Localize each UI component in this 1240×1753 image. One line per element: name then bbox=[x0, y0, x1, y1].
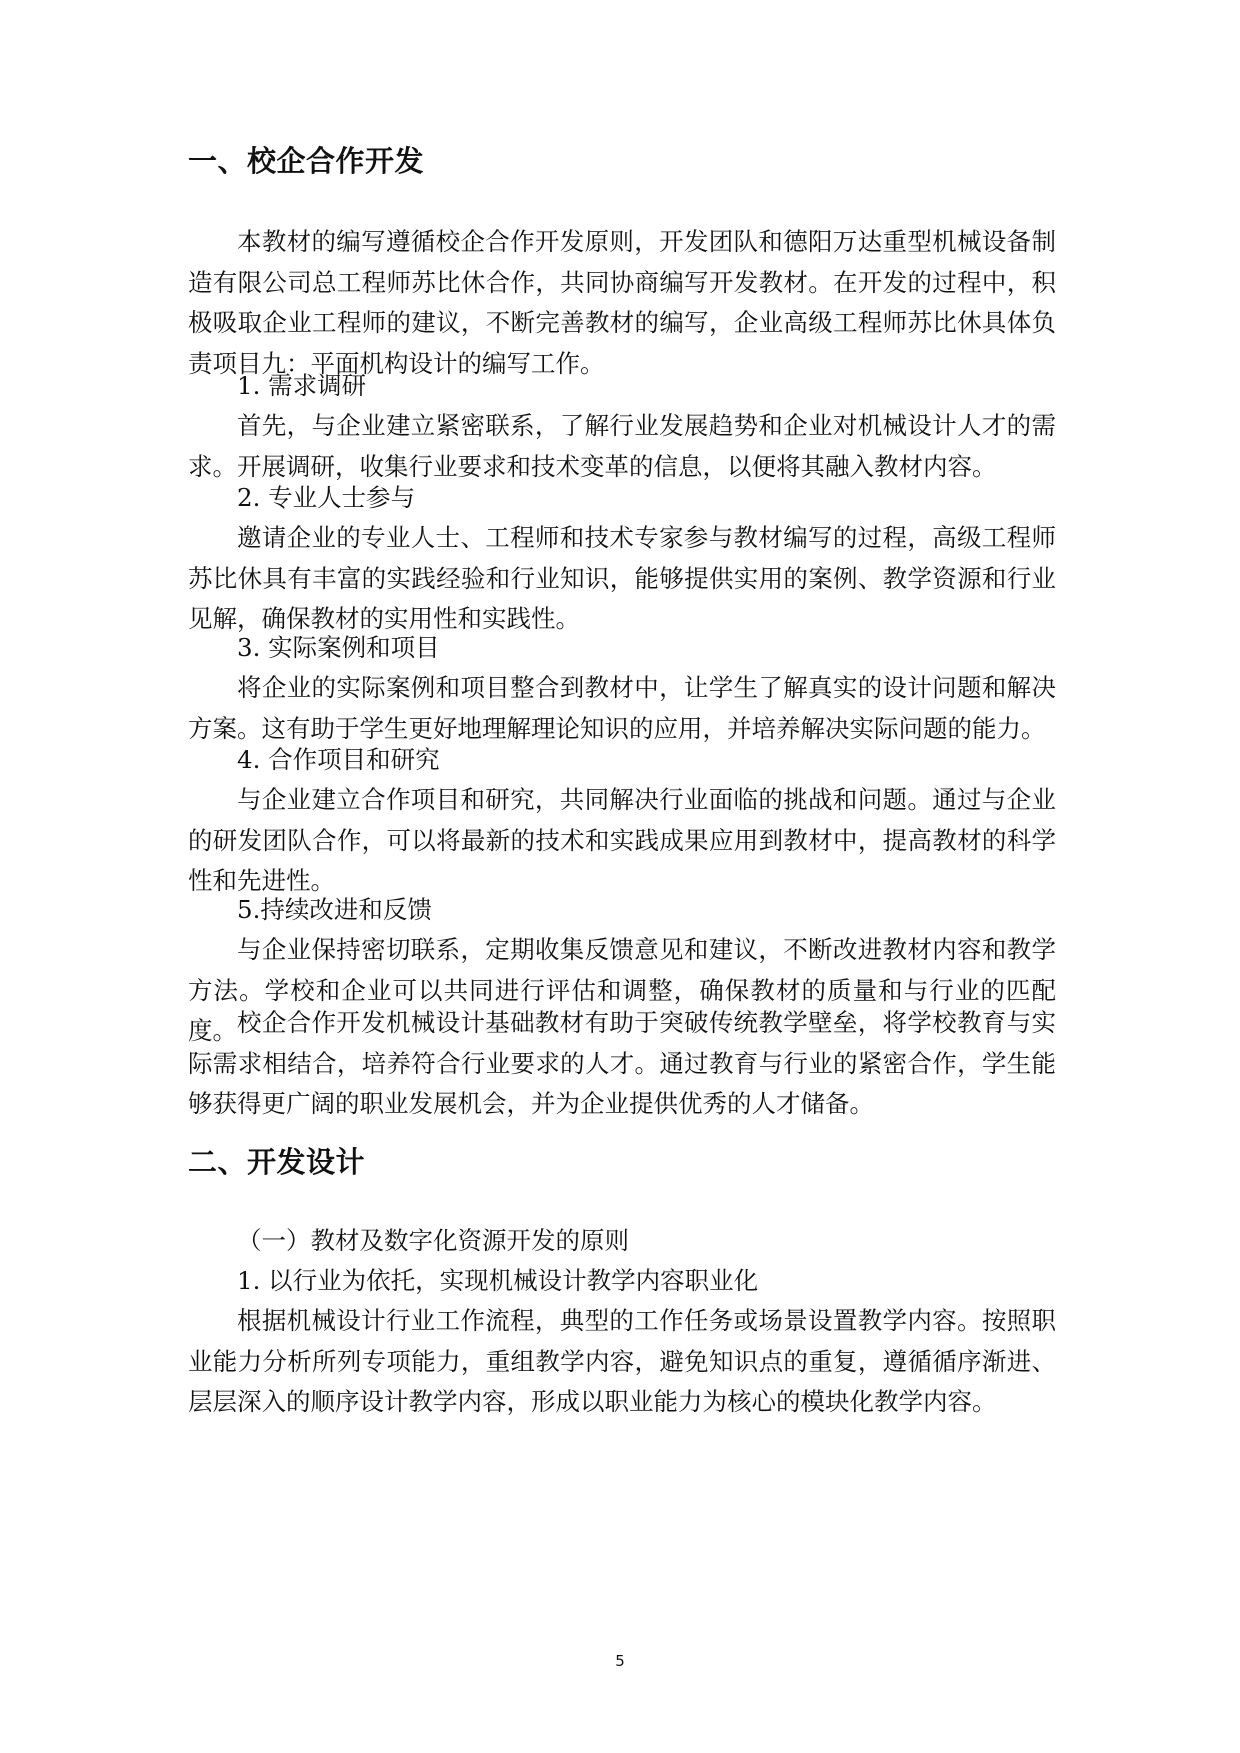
item-title-continuous-improvement: 5.持续改进和反馈 bbox=[237, 895, 432, 924]
conclusion-paragraph: 校企合作开发机械设计基础教材有助于突破传统教学壁垒，将学校教育与实际需求相结合，培养符合行业要求的人才。通过教育与行业的紧密合作，学生能够获得更广阔的职业发展机会，并为企业提供优秀的人才储备。 bbox=[188, 1008, 1056, 1118]
section-heading-development-design: 二、开发设计 bbox=[188, 1145, 366, 1179]
item-title-professional-participation: 2. 专业人士参与 bbox=[237, 483, 416, 512]
item-body-professional-participation: 邀请企业的专业人士、工程师和技术专家参与教材编写的过程，高级工程师苏比休具有丰富的实践经验和行业知识，能够提供实用的案例、教学资源和行业见解，确保教材的实用性和实践性。 bbox=[188, 523, 1056, 633]
section-heading-school-enterprise: 一、校企合作开发 bbox=[188, 144, 425, 178]
item-title-practical-cases: 3. 实际案例和项目 bbox=[237, 633, 440, 662]
page-number: 5 bbox=[615, 1652, 625, 1670]
item-body-cooperative-projects: 与企业建立合作项目和研究，共同解决行业面临的挑战和问题。通过与企业的研发团队合作，可以将最新的技术和实践成果应用到教材中，提高教材的科学性和先进性。 bbox=[188, 785, 1056, 895]
item-body-practical-cases: 将企业的实际案例和项目整合到教材中，让学生了解真实的设计问题和解决方案。这有助于学生更好地理解理论知识的应用，并培养解决实际问题的能力。 bbox=[188, 673, 1056, 743]
item-body-demand-research: 首先，与企业建立紧密联系，了解行业发展趋势和企业对机械设计人才的需求。开展调研，收集行业要求和技术变革的信息，以便将其融入教材内容。 bbox=[188, 411, 1056, 481]
point-title-industry-based: 1. 以行业为依托，实现机械设计教学内容职业化 bbox=[237, 1266, 759, 1295]
intro-paragraph: 本教材的编写遵循校企合作开发原则，开发团队和德阳万达重型机械设备制造有限公司总工程师苏比休合作，共同协商编写开发教材。在开发的过程中，积极吸取企业工程师的建议，不断完善教材的编写，企业高级工程师苏比休具体负责项目九：平面机构设计的编写工作。 bbox=[188, 227, 1056, 378]
point-body-industry-based: 根据机械设计行业工作流程，典型的工作任务或场景设置教学内容。按照职业能力分析所列专项能力，重组教学内容，避免知识点的重复，遵循循序渐进、层层深入的顺序设计教学内容，形成以职业能力为核心的模块化教学内容。 bbox=[188, 1306, 1056, 1416]
item-body-continuous-improvement: 与企业保持密切联系，定期收集反馈意见和建议，不断改进教材内容和教学方法。学校和企业可以共同进行评估和调整，确保教材的质量和与行业的匹配度。 bbox=[188, 935, 1056, 1045]
item-title-demand-research: 1. 需求调研 bbox=[237, 371, 367, 400]
item-title-cooperative-projects: 4. 合作项目和研究 bbox=[237, 745, 440, 774]
subsection-title-principles: （一）教材及数字化资源开发的原则 bbox=[237, 1226, 629, 1255]
